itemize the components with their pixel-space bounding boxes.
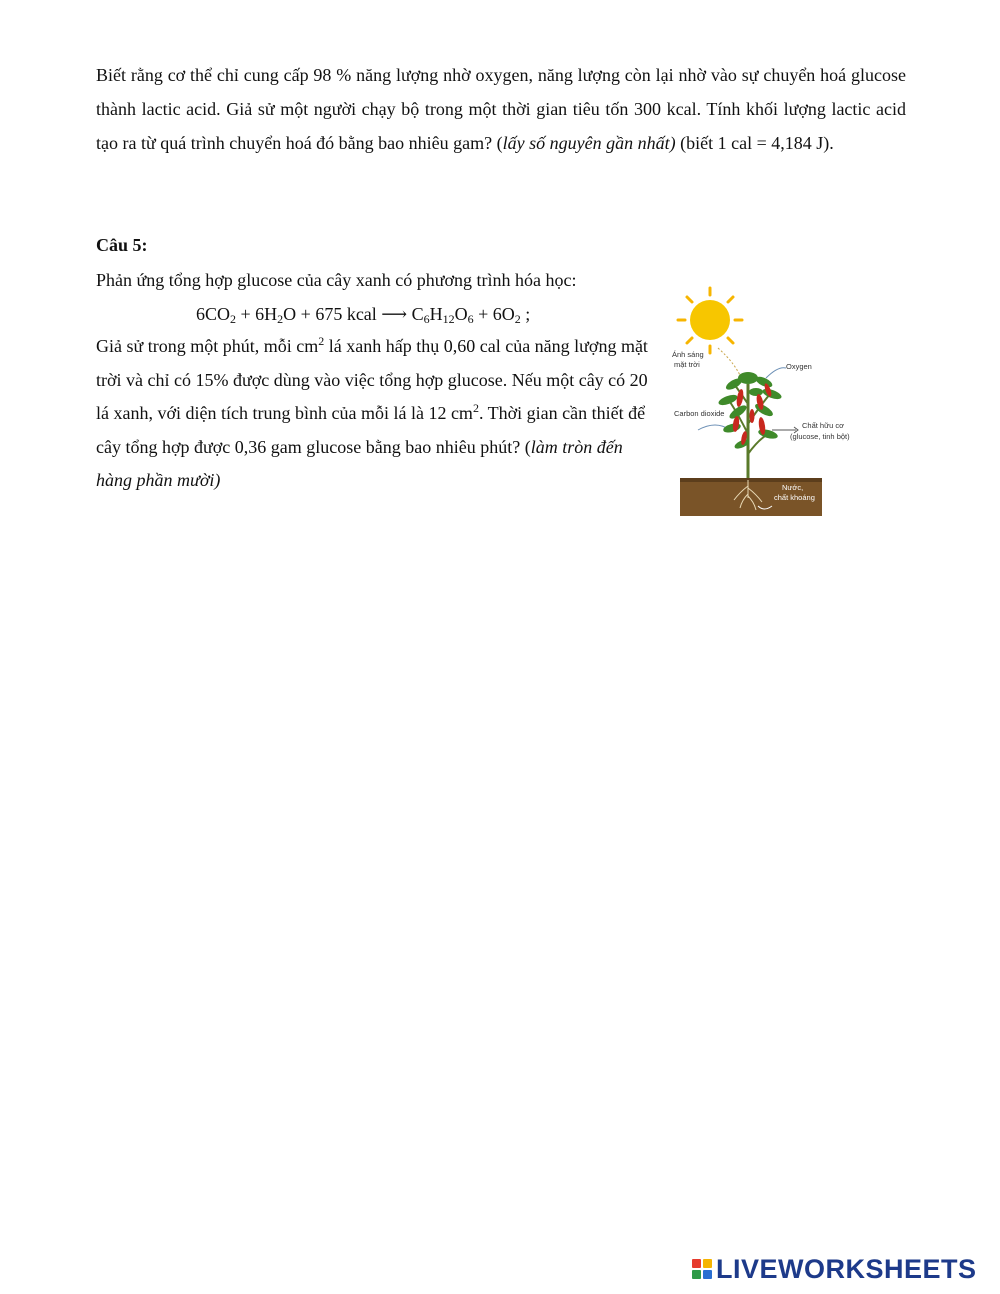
q4-line-2: glucose thành lactic acid. Giả sử một người chạy bộ trong một thời gian tiêu tốn 300 kcal. Tính khối xyxy=(96,65,907,119)
oxygen-label: Oxygen xyxy=(786,362,812,371)
organic-matter-label-2: (glucose, tinh bột) xyxy=(790,432,850,441)
sun-icon xyxy=(678,288,742,353)
plant-icon xyxy=(717,372,783,480)
q4-rounding-note: lấy số nguyên gần nhất) xyxy=(502,133,676,153)
oxygen-arrow xyxy=(766,368,786,378)
q4-line-3: lượng lactic acid tạo ra từ quá trình chuyển hoá đó bằng bao nhiêu gam? ( xyxy=(96,99,906,153)
question5-intro-block xyxy=(96,263,656,331)
liveworksheets-logo[interactable] xyxy=(692,1254,977,1284)
liveworksheets-logo-mark xyxy=(692,1259,712,1279)
sunlight-label-2: mặt trời xyxy=(674,360,700,369)
photosynthesis-equation: $6CO_2 + 6H_2O + 675$ kcal ⟶ $C_6H_{12}O_6 + 6O_2$ ; xyxy=(196,304,531,326)
liveworksheets-logo-text: LIVEWORKSHEETS xyxy=(716,1253,977,1284)
water-minerals-label: Nước, xyxy=(782,483,804,492)
q4-line-1: Biết rằng cơ thể chỉ cung cấp 98 % năng lượng nhờ oxygen, năng lượng còn lại nhờ vào sự chuyển hoá xyxy=(96,65,847,85)
question5-heading: Câu 5: xyxy=(96,235,148,255)
photosynthesis-illustration xyxy=(668,284,860,520)
organic-matter-label: Chất hữu cơ xyxy=(802,421,845,430)
carbon-dioxide-label: Carbon dioxide xyxy=(674,409,725,418)
question5-intro: Phản ứng tổng hợp glucose của cây xanh có phương trình hóa học: xyxy=(96,270,577,290)
question4-paragraph xyxy=(96,58,906,160)
sunlight-label: Ánh sáng xyxy=(672,350,704,359)
q4-line-4: 1 cal = 4,184 J). xyxy=(717,133,834,153)
water-minerals-label-2: chất khoáng xyxy=(774,493,815,502)
question5-body: Giả sử trong một phút, mỗi $cm^2$ lá xanh hấp thụ 0,60 cal của năng lượng mặt trời và chỉ có 15% được dùng vào việc tổng hợp glucose. Nếu một cây có 20 lá xanh, với diện tích trung bình của mỗi lá là 12 $cm^2$. Thời gian cần thiết để cây tổng hợp được 0,36 gam glucose bằng bao nhiêu phút? (làm tròn đến hàng phần mười) xyxy=(96,334,648,490)
q5-rounding-note: làm tròn đến hàng phần mười) xyxy=(96,436,623,490)
q4-line-3-tail: (biết xyxy=(675,133,714,153)
